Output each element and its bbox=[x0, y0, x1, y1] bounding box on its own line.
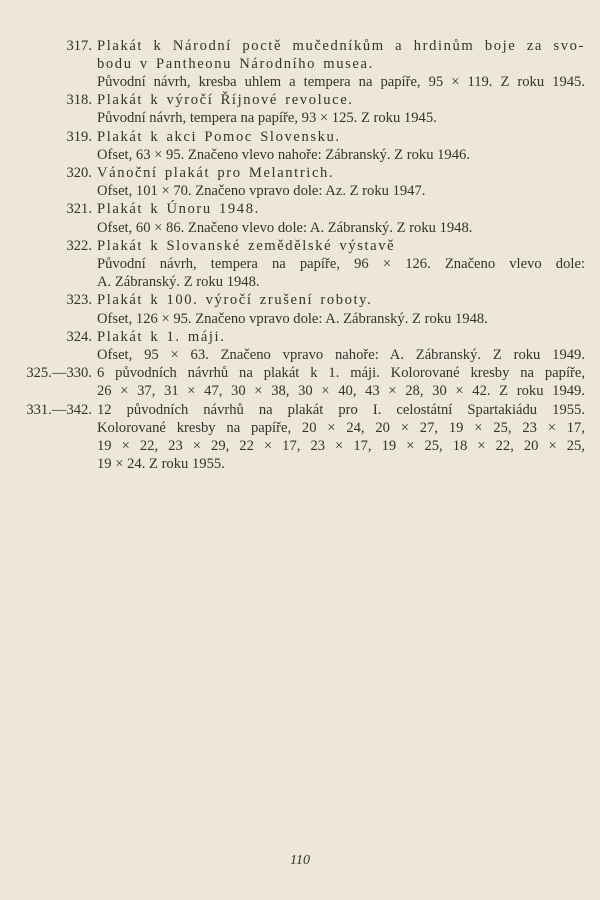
entry-324 bbox=[0, 328, 600, 346]
entry-description: 26 × 37, 31 × 47, 30 × 38, 30 × 40, 43 × 28, 30 × 42. Z roku 1949. bbox=[97, 383, 585, 399]
entry-319 bbox=[0, 128, 600, 146]
entry-318 bbox=[0, 91, 600, 109]
entry-number: 322. bbox=[66, 238, 92, 254]
entry-description: Ofset, 60 × 86. Značeno vlevo dole: A. Zábranský. Z roku 1948. bbox=[97, 220, 473, 236]
entry-323 bbox=[0, 291, 600, 309]
entry-title: bodu v Pantheonu Národního musea. bbox=[97, 56, 374, 72]
entry-description: 12 původních návrhů na plakát pro I. celostátní Spartakiádu 1955. bbox=[97, 402, 585, 418]
entry-331-342 bbox=[0, 401, 600, 419]
entry-description: Kolorované kresby na papíře, 20 × 24, 20 × 27, 19 × 25, 23 × 17, bbox=[97, 420, 585, 436]
entry-number: 331.—342. bbox=[26, 402, 92, 418]
entry-description: A. Zábranský. Z roku 1948. bbox=[97, 274, 260, 290]
entry-number: 321. bbox=[66, 201, 92, 217]
entry-description: Ofset, 101 × 70. Značeno vpravo dole: Az. Z roku 1947. bbox=[97, 183, 426, 199]
entry-description: Ofset, 126 × 95. Značeno vpravo dole: A. Zábranský. Z roku 1948. bbox=[97, 311, 488, 327]
entry-title: Plakát k Slovanské zemědělské výstavě bbox=[97, 238, 396, 254]
entry-title: Vánoční plakát pro Melantrich. bbox=[97, 165, 335, 181]
entry-description: Ofset, 63 × 95. Značeno vlevo nahoře: Zábranský. Z roku 1946. bbox=[97, 147, 470, 163]
entry-number: 318. bbox=[66, 92, 92, 108]
entry-description: Původní návrh, kresba uhlem a tempera na papíře, 95 × 119. Z roku 1945. bbox=[97, 74, 585, 90]
entry-322 bbox=[0, 237, 600, 255]
entry-number: 324. bbox=[66, 329, 92, 345]
entry-title: Plakát k Únoru 1948. bbox=[97, 201, 260, 217]
entry-description: Ofset, 95 × 63. Značeno vpravo nahoře: A. Zábranský. Z roku 1949. bbox=[97, 347, 585, 363]
entry-number: 323. bbox=[66, 292, 92, 308]
entry-description: 19 × 22, 23 × 29, 22 × 17, 23 × 17, 19 × 25, 18 × 22, 20 × 25, bbox=[97, 438, 585, 454]
entry-number: 320. bbox=[66, 165, 92, 181]
entry-title: Plakát k Národní poctě mučedníkům a hrdinům boje za svo- bbox=[97, 38, 585, 54]
entry-title: Plakát k akci Pomoc Slovensku. bbox=[97, 129, 341, 145]
entry-number: 325.—330. bbox=[26, 365, 92, 381]
entry-description: Původní návrh, tempera na papíře, 96 × 126. Značeno vlevo dole: bbox=[97, 256, 585, 272]
entry-325-330 bbox=[0, 364, 600, 382]
entry-number: 317. bbox=[66, 38, 92, 54]
entry-description: 19 × 24. Z roku 1955. bbox=[97, 456, 225, 472]
entry-title: Plakát k výročí Říjnové revoluce. bbox=[97, 92, 354, 108]
entry-description: Původní návrh, tempera na papíře, 93 × 125. Z roku 1945. bbox=[97, 110, 437, 126]
entry-number: 319. bbox=[66, 129, 92, 145]
entry-description: 6 původních návrhů na plakát k 1. máji. Kolorované kresby na papíře, bbox=[97, 365, 585, 381]
page-number: 110 bbox=[290, 853, 310, 868]
entry-321 bbox=[0, 200, 600, 218]
entry-317 bbox=[0, 37, 600, 55]
entry-title: Plakát k 1. máji. bbox=[97, 329, 226, 345]
entry-320 bbox=[0, 164, 600, 182]
entry-title: Plakát k 100. výročí zrušení roboty. bbox=[97, 292, 373, 308]
